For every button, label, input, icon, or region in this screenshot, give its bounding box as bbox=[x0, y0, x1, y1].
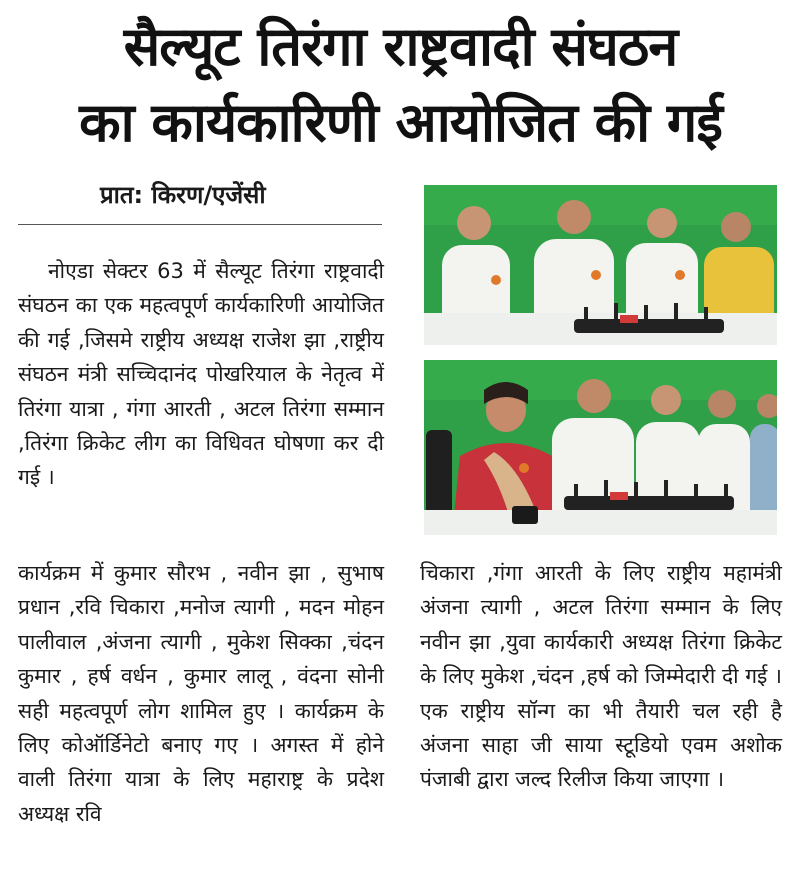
article-paragraph-1: नोएडा सेक्टर 63 में सैल्यूट तिरंगा राष्ट्रवादी संघठन का एक महत्वपूर्ण कार्यकारिणी आयोजित की गई ,जिसमे राष्ट्रीय अध्यक्ष राजेश झा ,राष्ट्रीय संघठन मंत्री सच्चिदानंद पोखरियाल के नेतृत्व में तिरंगा यात्रा , गंगा आरती , अटल तिरंगा सम्मान ,तिरंगा क्रिकेट लीग का विधिवत घोषणा कर दी गई । bbox=[18, 259, 384, 490]
article-paragraph-2: कार्यक्रम में कुमार सौरभ , नवीन झा , सुभाष प्रधान ,रवि चिकारा ,मनोज त्यागी , मदन मोहन पालीवाल ,अंजना त्यागी , मुकेश सिक्का ,चंदन कुमार , हर्ष वर्धन , कुमार लालू , वंदना सोनी सही महत्वपूर्ण लोग शामिल हुए । कार्यक्रम के लिए कोऑर्डिनेटो बनाए गए । अगस्त में होने वाली तिरंगा यात्रा के लिए महाराष्ट्र के प्रदेश अध्यक्ष रवि bbox=[18, 561, 384, 826]
photo-1-illustration bbox=[424, 185, 777, 345]
photo-2-illustration bbox=[424, 360, 777, 535]
article-column-left-top bbox=[18, 254, 384, 495]
byline-divider bbox=[18, 224, 382, 225]
article-column-right bbox=[420, 556, 782, 797]
press-conference-photo-2 bbox=[424, 360, 777, 535]
press-conference-photo-1 bbox=[424, 185, 777, 345]
headline-line-1: सैल्यूट तिरंगा राष्ट्रवादी संघठन bbox=[123, 15, 678, 78]
byline: प्रात: किरण/एजेंसी bbox=[100, 181, 266, 209]
article-paragraph-3: चिकारा ,गंगा आरती के लिए राष्ट्रीय महामंत्री अंजना त्यागी , अटल तिरंगा सम्मान के लिए नवीन झा ,युवा कार्यकारी अध्यक्ष तिरंगा क्रिकेट के लिए मुकेश ,चंदन ,हर्ष को जिम्मेदारी दी गई । एक राष्ट्रीय सॉन्ग का भी तैयारी चल रही है अंजना साहा जी साया स्टूडियो एवम अशोक पंजाबी द्वारा जल्द रिलीज किया जाएगा । bbox=[420, 561, 782, 792]
headline-line-2: का कार्यकारिणी आयोजित की गई bbox=[79, 91, 722, 154]
article-column-left-bottom bbox=[18, 556, 384, 831]
